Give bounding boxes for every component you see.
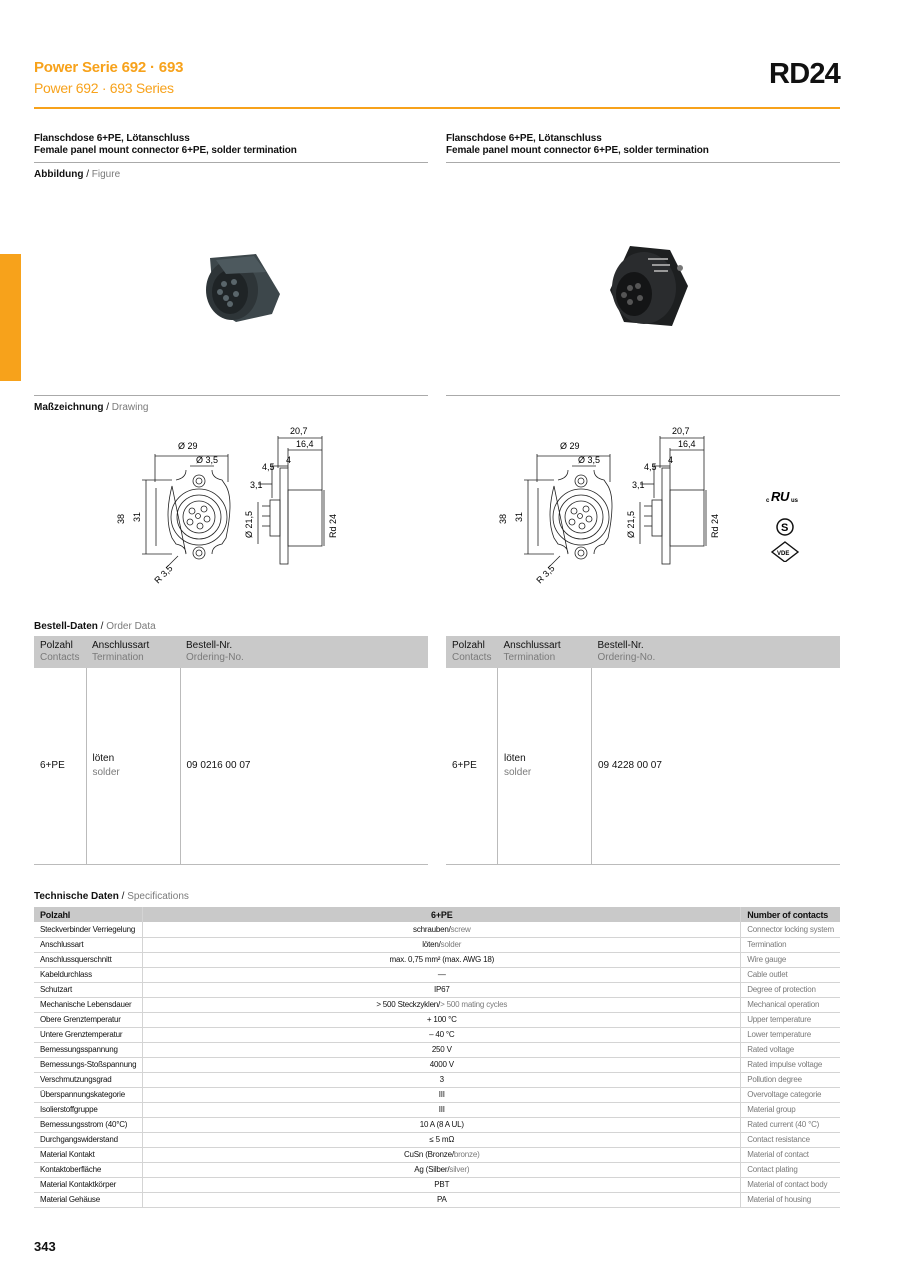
spec-row: [34, 937, 840, 952]
spec-label-de: Kabeldurchlass: [34, 967, 143, 982]
dim-radius-3-5: R 3,5: [152, 563, 175, 586]
spec-row: [34, 1117, 840, 1132]
header-contacts: Polzahl Contacts: [446, 636, 497, 668]
dim-height-31: 31: [514, 511, 524, 522]
order-data-label: Bestell-Daten / Order Data: [34, 621, 156, 632]
figure-label: Abbildung / Figure: [34, 169, 121, 180]
product-title-de: Flanschdose 6+PE, Lötanschluss: [446, 133, 602, 144]
spec-value: [143, 967, 741, 982]
product-heading-left: [34, 133, 297, 157]
spec-label-de: Isolierstoffgruppe: [34, 1102, 143, 1117]
spec-value-de: > 500 Steckzyklen/: [376, 1000, 441, 1009]
spec-header-en: Number of contacts: [741, 907, 840, 922]
dim-thread-rd24: Rd 24: [328, 513, 338, 538]
spec-label-de: Bemessungsspannung: [34, 1042, 143, 1057]
page-number: 343: [34, 1239, 56, 1254]
connector-black-photo: [600, 240, 692, 332]
spec-value: [143, 922, 741, 937]
divider: [34, 395, 428, 396]
dim-width-16-4: 16,4: [678, 439, 696, 449]
series-title: Power Serie 692 · 693: [34, 59, 184, 76]
table-header-row: [446, 636, 840, 668]
spec-value-de: – 40 °C: [429, 1030, 455, 1039]
spec-label-en: Rated current (40 °C): [741, 1117, 840, 1132]
safety-mark-icon: [777, 519, 793, 535]
spec-label-en: Pollution degree: [741, 1072, 840, 1087]
contacts-cell: 6+PE: [34, 668, 86, 864]
termination-cell: löten solder: [497, 668, 591, 864]
header-contacts: Polzahl Contacts: [34, 636, 86, 668]
dim-diameter-21-5: Ø 21,5: [626, 510, 636, 538]
dim-diameter-3-5: Ø 3,5: [196, 455, 219, 465]
dim-width-20-7: 20,7: [672, 426, 690, 436]
table-header-row: [34, 636, 428, 668]
dim-width-20-7: 20,7: [290, 426, 308, 436]
specifications-label: Technische Daten / Specifications: [34, 891, 189, 902]
spec-value: [143, 1012, 741, 1027]
svg-text:us: us: [791, 498, 799, 504]
spec-label-en: Material of contact body: [741, 1177, 840, 1192]
spec-label-en: Contact resistance: [741, 1132, 840, 1147]
divider: [34, 162, 428, 163]
order-table-left: [34, 636, 428, 865]
dim-width-3-1: 3,1: [250, 480, 263, 490]
spec-value-en: > 500 mating cycles: [440, 1000, 508, 1009]
spec-label-en: Cable outlet: [741, 967, 840, 982]
svg-text:c: c: [766, 498, 770, 504]
spec-header-row: [34, 907, 840, 922]
svg-text:R: R: [771, 489, 781, 504]
spec-label-de: Bemessungs-Stoßspannung: [34, 1057, 143, 1072]
spec-row: [34, 1132, 840, 1147]
spec-value-de: ≤ 5 mΩ: [429, 1135, 455, 1144]
spec-label-en: Degree of protection: [741, 982, 840, 997]
svg-text:VDE: VDE: [777, 551, 790, 557]
dim-diameter-29: Ø 29: [178, 441, 198, 451]
divider: [446, 395, 840, 396]
dim-diameter-29: Ø 29: [560, 441, 580, 451]
spec-label-en: Material of contact: [741, 1147, 840, 1162]
spec-value: [143, 1027, 741, 1042]
spec-label-en: Termination: [741, 937, 840, 952]
series-subtitle: Power 692 · 693 Series: [34, 80, 174, 96]
spec-row: [34, 1102, 840, 1117]
spec-value-de: max. 0,75 mm² (max. AWG 18): [389, 955, 495, 964]
spec-label-de: Steckverbinder Verriegelung: [34, 922, 143, 937]
spec-row: [34, 922, 840, 937]
spec-label-de: Material Gehäuse: [34, 1192, 143, 1207]
spec-label-de: Untere Grenztemperatur: [34, 1027, 143, 1042]
side-tab-marker: [0, 254, 21, 381]
spec-value-de: 3: [439, 1075, 444, 1084]
spec-row: [34, 967, 840, 982]
spec-value: [143, 1192, 741, 1207]
spec-row: [34, 997, 840, 1012]
spec-value: [143, 1147, 741, 1162]
spec-value: [143, 1072, 741, 1087]
spec-label-en: Overvoltage categorie: [741, 1087, 840, 1102]
spec-value: [143, 1162, 741, 1177]
drawing-label: Maßzeichnung / Drawing: [34, 402, 149, 413]
spec-value-de: Ag (Silber/: [414, 1165, 450, 1174]
spec-value-de: IP67: [433, 985, 450, 994]
spec-value-en: bronze): [453, 1150, 480, 1159]
spec-label-de: Schutzart: [34, 982, 143, 997]
spec-row: [34, 1147, 840, 1162]
header-termination: Anschlussart Termination: [497, 636, 591, 668]
dimension-drawing-left: [110, 420, 370, 595]
spec-value: [143, 1057, 741, 1072]
spec-label-en: Rated voltage: [741, 1042, 840, 1057]
spec-value: [143, 982, 741, 997]
spec-value: [143, 997, 741, 1012]
spec-label-en: Material of housing: [741, 1192, 840, 1207]
spec-value-de: PA: [436, 1195, 447, 1204]
spec-label-de: Überspannungskategorie: [34, 1087, 143, 1102]
divider: [446, 162, 840, 163]
dim-thread-rd24: Rd 24: [710, 513, 720, 538]
spec-label-en: Rated impulse voltage: [741, 1057, 840, 1072]
certification-icons: [764, 486, 806, 567]
product-heading-right: [446, 133, 709, 157]
product-title-en: Female panel mount connector 6+PE, solder termination: [446, 145, 709, 156]
spec-value-de: 250 V: [431, 1045, 452, 1054]
spec-value-de: III: [438, 1105, 445, 1114]
dimension-drawing-right: [492, 420, 752, 595]
spec-label-en: Lower temperature: [741, 1027, 840, 1042]
spec-value-de: 10 A (8 A UL): [419, 1120, 464, 1129]
spec-label-en: Contact plating: [741, 1162, 840, 1177]
order-table-right: [446, 636, 840, 865]
dim-width-16-4: 16,4: [296, 439, 314, 449]
dim-width-4: 4: [668, 455, 674, 465]
spec-row: [34, 1057, 840, 1072]
spec-value-de: löten/: [422, 940, 441, 949]
spec-value: [143, 1132, 741, 1147]
spec-value: [143, 1102, 741, 1117]
spec-value-en: screw: [450, 924, 471, 934]
header-divider: [34, 107, 840, 109]
spec-label-de: Verschmutzungsgrad: [34, 1072, 143, 1087]
spec-row: [34, 952, 840, 967]
spec-label-de: Durchgangswiderstand: [34, 1132, 143, 1147]
spec-header-value: 6+PE: [143, 907, 741, 922]
spec-value: [143, 1117, 741, 1132]
dim-diameter-3-5: Ø 3,5: [578, 455, 601, 465]
spec-label-de: Kontaktoberfläche: [34, 1162, 143, 1177]
product-code: RD24: [769, 58, 840, 90]
spec-value-de: 4000 V: [429, 1060, 454, 1069]
dim-height-38: 38: [498, 513, 508, 524]
spec-value-en: silver): [449, 1165, 470, 1174]
ordering-number-cell: 09 0216 00 07: [180, 668, 428, 864]
dim-width-4-5: 4,5: [262, 462, 275, 472]
spec-value-de: III: [438, 1090, 445, 1099]
spec-row: [34, 982, 840, 997]
spec-row: [34, 1087, 840, 1102]
product-title-en: Female panel mount connector 6+PE, solder termination: [34, 145, 297, 156]
spec-value: [143, 937, 741, 952]
header-termination: Anschlussart Termination: [86, 636, 180, 668]
ordering-number-cell: 09 4228 00 07: [591, 668, 840, 864]
spec-value-de: —: [437, 970, 446, 979]
spec-label-de: Bemessungsstrom (40°C): [34, 1117, 143, 1132]
table-row: [446, 668, 840, 864]
spec-row: [34, 1162, 840, 1177]
dim-radius-3-5: R 3,5: [534, 563, 557, 586]
spec-value: [143, 1177, 741, 1192]
header-ordering-no: Bestell-Nr. Ordering-No.: [180, 636, 428, 668]
spec-label-de: Mechanische Lebensdauer: [34, 997, 143, 1012]
spec-value-de: PBT: [434, 1180, 450, 1189]
spec-row: [34, 1072, 840, 1087]
spec-label-en: Connector locking system: [741, 922, 840, 937]
spec-value-en: solder: [440, 940, 462, 949]
spec-label-de: Anschlussart: [34, 937, 143, 952]
spec-label-de: Material Kontakt: [34, 1147, 143, 1162]
termination-cell: löten solder: [86, 668, 180, 864]
spec-label-de: Anschlussquerschnitt: [34, 952, 143, 967]
ul-recognized-icon: [766, 489, 799, 504]
spec-row: [34, 1177, 840, 1192]
spec-label-en: Mechanical operation: [741, 997, 840, 1012]
product-title-de: Flanschdose 6+PE, Lötanschluss: [34, 133, 190, 144]
spec-value: [143, 1042, 741, 1057]
vde-mark-icon: [772, 542, 798, 562]
spec-row: [34, 1042, 840, 1057]
dim-width-4: 4: [286, 455, 292, 465]
spec-value: [143, 952, 741, 967]
spec-value: [143, 1087, 741, 1102]
dim-height-38: 38: [116, 513, 126, 524]
dim-diameter-21-5: Ø 21,5: [244, 510, 254, 538]
table-row: [34, 668, 428, 864]
spec-row: [34, 1012, 840, 1027]
header-ordering-no: Bestell-Nr. Ordering-No.: [591, 636, 840, 668]
spec-label-en: Material group: [741, 1102, 840, 1117]
spec-label-de: Material Kontaktkörper: [34, 1177, 143, 1192]
spec-label-en: Wire gauge: [741, 952, 840, 967]
spec-value-de: schrauben/: [413, 924, 451, 934]
spec-value-de: + 100 °C: [426, 1015, 457, 1024]
dim-height-31: 31: [132, 511, 142, 522]
connector-grey-photo: [196, 248, 286, 328]
dim-width-4-5: 4,5: [644, 462, 657, 472]
contacts-cell: 6+PE: [446, 668, 497, 864]
svg-text:U: U: [780, 489, 790, 504]
dim-width-3-1: 3,1: [632, 480, 645, 490]
spec-value-de: CuSn (Bronze/: [403, 1150, 454, 1159]
spec-row: [34, 1027, 840, 1042]
spec-label-de: Obere Grenztemperatur: [34, 1012, 143, 1027]
spec-row: [34, 1192, 840, 1207]
svg-text:S: S: [781, 522, 789, 534]
spec-label-en: Upper temperature: [741, 1012, 840, 1027]
specifications-table: [34, 907, 840, 1208]
spec-header-de: Polzahl: [34, 907, 143, 922]
